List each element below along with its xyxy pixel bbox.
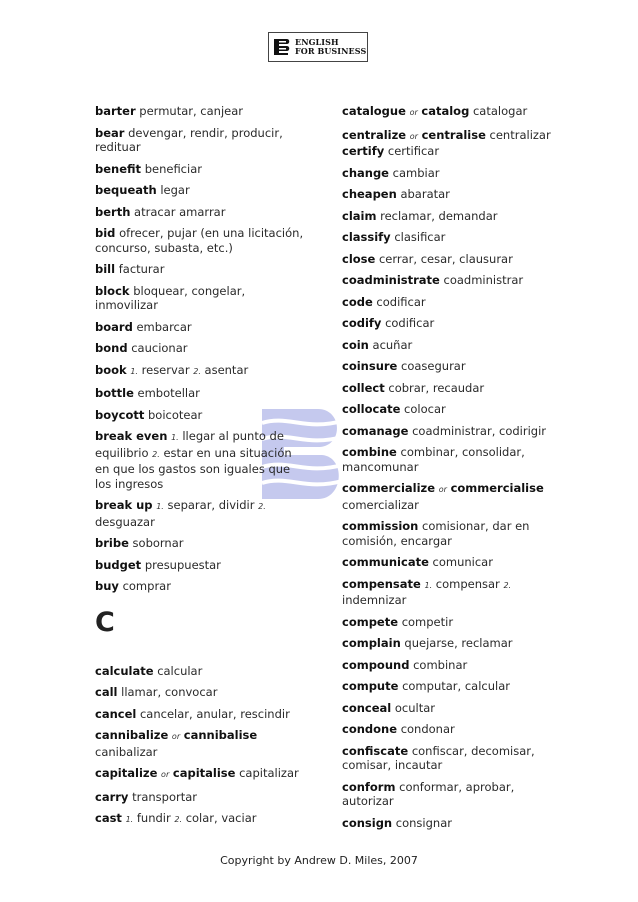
glossary-entry: [342, 128, 552, 145]
entry-translation: codificar: [385, 316, 435, 330]
glossary-entry: [95, 183, 305, 198]
entry-translation: separar, dividir: [167, 498, 255, 512]
entry-term: benefit: [95, 161, 142, 176]
entry-translation: cobrar, recaudar: [388, 380, 485, 395]
entry-term: budget: [95, 557, 142, 572]
entry-translation: compensar: [435, 576, 500, 591]
entry-term: coadministrate: [342, 273, 440, 287]
glossary-entry: [342, 744, 552, 773]
glossary-entry: [342, 555, 552, 570]
entry-term: barter: [95, 104, 136, 118]
or-connector: or: [409, 108, 418, 117]
entry-term: bequeath: [95, 183, 157, 197]
entry-translation: coadministrar: [443, 273, 524, 287]
sense-number: 2.: [152, 449, 160, 459]
entry-term: compete: [342, 614, 399, 629]
entry-translation: codificar: [376, 294, 426, 309]
entry-term: bill: [95, 262, 116, 276]
entry-term: code: [342, 294, 373, 309]
entry-translation: coasegurar: [401, 359, 466, 373]
entry-translation: combinar, consolidar, mancomunar: [342, 445, 525, 474]
glossary-entry: [95, 386, 305, 401]
entry-term: codify: [342, 316, 382, 330]
entry-term: bribe: [95, 536, 129, 550]
entry-term: cast: [95, 811, 122, 825]
glossary-entry: [342, 359, 552, 374]
glossary-entry: [342, 295, 552, 310]
entry-term: collocate: [342, 402, 401, 416]
entry-term-variant: cannibalise: [183, 728, 258, 742]
glossary-entry: [95, 536, 305, 551]
entry-term: cheapen: [342, 187, 397, 201]
entry-term: bid: [95, 226, 116, 240]
glossary-entry: [342, 780, 552, 809]
entry-term: buy: [95, 579, 119, 593]
glossary-entry: [95, 664, 305, 679]
glossary-entry: [95, 226, 305, 255]
glossary-entry: [95, 126, 305, 155]
entry-term: combine: [342, 445, 397, 459]
entry-term: certify: [342, 144, 385, 158]
entry-term: confiscate: [342, 743, 409, 758]
entry-translation: embotellar: [137, 386, 200, 400]
entry-translation: abaratar: [400, 187, 450, 201]
entry-translation: cambiar: [392, 165, 440, 180]
entry-term: comanage: [342, 423, 409, 438]
glossary-entry: [95, 498, 305, 529]
entry-translation: comunicar: [432, 555, 493, 569]
entry-translation: conformar, aprobar, autorizar: [342, 779, 515, 808]
entry-term: collect: [342, 380, 385, 395]
glossary-entry: [95, 408, 305, 423]
glossary-entry: [342, 701, 552, 716]
sense-number: 2.: [503, 580, 512, 590]
glossary-entry: [95, 429, 305, 491]
glossary-entry: [342, 722, 552, 737]
entry-translation: reservar: [141, 362, 190, 377]
entry-translation: beneficiar: [144, 161, 202, 176]
entry-translation: coadministrar, codirigir: [412, 423, 547, 438]
entry-translation: colar, vaciar: [185, 811, 257, 825]
entry-translation: boicotear: [148, 407, 203, 422]
entry-translation: confiscar, decomisar, comisar, incautar: [342, 743, 535, 772]
glossary-entry: [95, 341, 305, 356]
entry-term-variant: commercialise: [450, 481, 544, 495]
or-connector: or: [409, 131, 418, 141]
left-column: [95, 104, 305, 835]
entry-term: compensate: [342, 576, 421, 591]
entry-term: bond: [95, 341, 128, 355]
entry-term: close: [342, 251, 376, 266]
entry-translation: fundir: [136, 811, 171, 825]
glossary-entry: [342, 519, 552, 548]
glossary-entry: [95, 685, 305, 700]
sense-number: 2.: [174, 815, 183, 824]
glossary-entry: [342, 187, 552, 202]
logo-text: [295, 38, 366, 56]
entry-translation: quejarse, reclamar: [404, 636, 513, 650]
glossary-entry: [342, 424, 552, 439]
entry-term: call: [95, 685, 118, 699]
entry-translation: catalogar: [472, 104, 528, 118]
entry-translation: comisionar, dar en comisión, encargar: [342, 519, 530, 548]
entry-translation: cerrar, cesar, clausurar: [378, 251, 513, 266]
entry-translation: centralizar: [489, 127, 551, 142]
entry-translation: reclamar, demandar: [380, 208, 498, 223]
entry-term: berth: [95, 204, 131, 219]
entry-translation: presupuestar: [144, 557, 221, 572]
glossary-entry: [342, 445, 552, 474]
english-for-business-logo: [268, 32, 368, 62]
glossary-entry: [342, 658, 552, 673]
glossary-entry: [95, 104, 305, 119]
entry-term: compound: [342, 657, 410, 672]
entry-term: commercialize: [342, 481, 436, 495]
entry-translation: sobornar: [132, 536, 184, 550]
sense-number: 1.: [156, 502, 164, 511]
entry-translation: computar, calcular: [402, 679, 510, 693]
right-column: [342, 104, 552, 837]
glossary-entry: [95, 558, 305, 573]
entry-translation: colocar: [404, 402, 446, 416]
entry-term-variant: capitalise: [172, 766, 236, 780]
or-connector: or: [171, 732, 181, 741]
glossary-entry: [95, 262, 305, 277]
entry-term: capitalize: [95, 766, 158, 780]
glossary-entry: [95, 284, 305, 313]
entry-term: complain: [342, 636, 401, 650]
or-connector: or: [438, 485, 447, 494]
entry-term: consign: [342, 815, 393, 830]
entry-translation: devengar, rendir, producir, redituar: [95, 125, 283, 154]
eb-monogram-icon: [273, 37, 291, 57]
glossary-entry: [95, 766, 305, 783]
entry-term: bear: [95, 125, 125, 140]
entry-translation: llegar al punto de equilibrio: [95, 429, 284, 460]
entry-translation: estar en una situación en que los gastos son iguales que los ingresos: [95, 445, 292, 491]
entry-term: book: [95, 362, 127, 377]
entry-translation: certificar: [387, 144, 440, 158]
glossary-entry: [342, 402, 552, 417]
glossary-entry: [342, 273, 552, 288]
section-letter: C: [95, 606, 115, 638]
glossary-entry: [342, 338, 552, 353]
entry-translation: desguazar: [95, 514, 155, 529]
or-connector: or: [161, 770, 170, 779]
entry-translation: combinar: [413, 657, 468, 672]
glossary-entry: [342, 481, 552, 512]
entry-translation: ocultar: [394, 700, 436, 715]
entry-term: bottle: [95, 386, 134, 400]
entry-translation: comprar: [122, 579, 171, 593]
glossary-entry: [95, 579, 305, 594]
entry-term: commission: [342, 519, 419, 533]
glossary-entry: [342, 166, 552, 181]
entry-translation: cancelar, anular, rescindir: [139, 706, 290, 721]
glossary-entry: [95, 205, 305, 220]
glossary-entry: [95, 811, 305, 828]
entry-term: cannibalize: [95, 728, 169, 742]
entry-term: cancel: [95, 706, 137, 721]
entry-term: block: [95, 283, 130, 298]
entry-translation: bloquear, congelar, inmovilizar: [95, 283, 246, 312]
entry-term: conform: [342, 779, 396, 794]
glossary-entry: [95, 790, 305, 805]
entry-translation: indemnizar: [342, 593, 407, 607]
entry-term: compute: [342, 679, 399, 693]
entry-term: calculate: [95, 663, 154, 678]
entry-translation: condonar: [400, 722, 455, 736]
glossary-entry: [342, 316, 552, 331]
glossary-entry: [342, 577, 552, 608]
entry-term: catalogue: [342, 104, 406, 118]
sense-number: 1.: [125, 815, 134, 824]
glossary-entry: [342, 230, 552, 245]
sense-number: 2.: [193, 366, 201, 376]
entry-translation: transportar: [132, 789, 197, 804]
entry-term: break even: [95, 429, 168, 443]
glossary-entry: [342, 816, 552, 831]
logo-line-1: ENGLISH: [295, 37, 339, 47]
sense-number: 1.: [130, 366, 138, 376]
glossary-entry: [95, 320, 305, 335]
glossary-entry: [342, 679, 552, 694]
entry-term: break up: [95, 498, 153, 512]
entry-term: condone: [342, 722, 398, 736]
entry-term: boycott: [95, 407, 145, 422]
entry-term: conceal: [342, 700, 392, 715]
entry-translation: calcular: [157, 663, 203, 678]
glossary-entry: [342, 252, 552, 267]
entry-term: centralize: [342, 127, 407, 142]
entry-translation: canibalizar: [95, 744, 158, 759]
entry-translation: consignar: [395, 815, 452, 830]
entry-translation: embarcar: [136, 319, 192, 334]
glossary-entry: [342, 209, 552, 224]
entry-translation: permutar, canjear: [139, 104, 243, 118]
entry-term: carry: [95, 789, 129, 804]
entry-translation: capitalizar: [239, 766, 299, 780]
entry-term: coin: [342, 337, 369, 352]
entry-term: claim: [342, 208, 377, 223]
entry-term-variant: catalog: [421, 104, 470, 118]
entry-term: coinsure: [342, 359, 398, 373]
entry-translation: competir: [401, 614, 454, 629]
glossary-entry: [342, 104, 552, 121]
glossary-entry: [342, 144, 552, 159]
entry-term-variant: centralise: [421, 127, 486, 142]
entry-translation: facturar: [118, 262, 165, 276]
sense-number: 1.: [424, 580, 433, 590]
entry-term: classify: [342, 230, 391, 244]
copyright-footer: Copyright by Andrew D. Miles, 2007: [220, 854, 418, 867]
entry-term: board: [95, 319, 133, 334]
entry-translation: caucionar: [131, 341, 188, 355]
glossary-entry: [342, 381, 552, 396]
entry-translation: clasificar: [394, 230, 446, 244]
sense-number: 1.: [171, 433, 179, 442]
glossary-entry: [95, 162, 305, 177]
entry-translation: acuñar: [372, 337, 413, 352]
glossary-entry: [95, 707, 305, 722]
sense-number: 2.: [258, 502, 266, 511]
entry-translation: comercializar: [342, 497, 419, 512]
glossary-entry: [95, 363, 305, 380]
entry-translation: asentar: [204, 362, 249, 377]
entry-translation: llamar, convocar: [121, 685, 218, 699]
entry-translation: ofrecer, pujar (en una licitación, concurso, subasta, etc.): [95, 226, 304, 255]
entry-term: communicate: [342, 555, 429, 569]
logo-line-2: FOR BUSINESS: [295, 46, 367, 56]
glossary-entry: [342, 615, 552, 630]
entry-term: change: [342, 165, 389, 180]
glossary-entry: [342, 636, 552, 651]
glossary-entry: [95, 728, 305, 759]
entry-translation: atracar amarrar: [134, 204, 226, 219]
entry-translation: legar: [160, 183, 190, 197]
